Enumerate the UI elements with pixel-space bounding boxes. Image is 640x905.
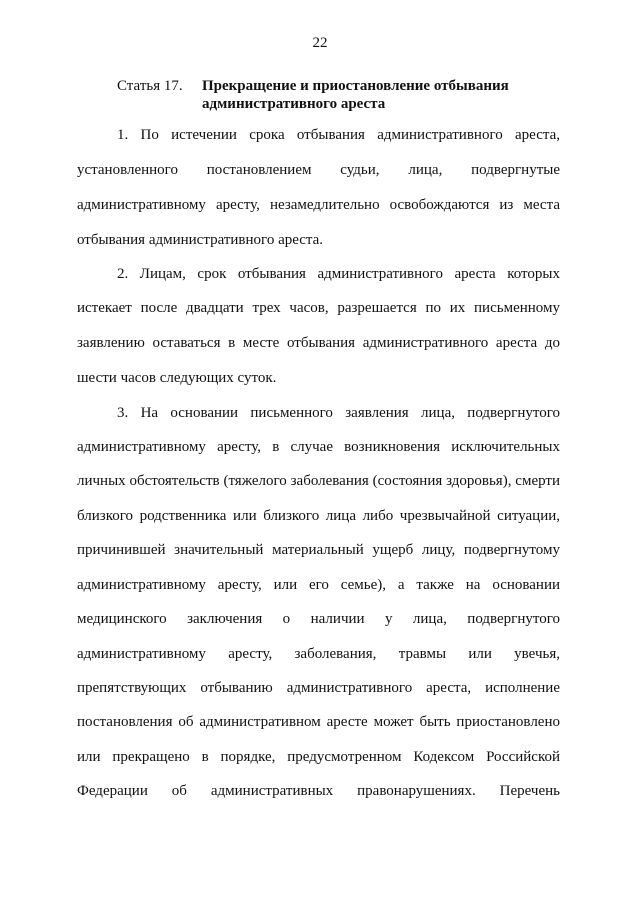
paragraph-1-line-2: установленного постановлением судьи, лица, подвергнутые xyxy=(77,162,560,178)
paragraph-1-line-1: 1. По истечении срока отбывания административного ареста, xyxy=(117,127,560,143)
paragraph-2-line-4: шести часов следующих суток. xyxy=(77,370,277,386)
paragraph-3-line-5: причинившей значительный материальный ущерб лицу, подвергнутому xyxy=(77,542,560,558)
paragraph-3-line-1: 3. На основании письменного заявления лица, подвергнутого xyxy=(117,405,560,421)
paragraph-3-line-8: административному аресту, заболевания, травмы или увечья, xyxy=(77,646,560,662)
paragraph-3-line-9: препятствующих отбыванию административного ареста, исполнение xyxy=(77,680,560,696)
paragraph-3-line-10: постановления об административном аресте может быть приостановлено xyxy=(77,714,560,730)
article-label: Статья 17. xyxy=(117,78,183,94)
paragraph-3-line-12: Федерации об административных правонарушениях. Перечень xyxy=(77,783,560,799)
paragraph-2-line-3: заявлению оставаться в месте отбывания административного ареста до xyxy=(77,335,560,351)
paragraph-3-line-3: личных обстоятельств (тяжелого заболевания (состояния здоровья), смерти xyxy=(77,473,560,489)
article-title: Прекращение и приостановление отбывания административного ареста xyxy=(202,78,509,112)
paragraph-3-line-7: медицинского заключения о наличии у лица, подвергнутого xyxy=(77,611,560,627)
page-number: 22 xyxy=(312,35,328,51)
paragraph-3-line-6: административному аресту, или его семье), а также на основании xyxy=(77,577,560,593)
paragraph-1-line-4: отбывания административного ареста. xyxy=(77,232,324,248)
paragraph-3-line-11: или прекращено в порядке, предусмотренном Кодексом Российской xyxy=(77,749,560,765)
paragraph-3-line-4: близкого родственника или близкого лица либо чрезвычайной ситуации, xyxy=(77,508,560,524)
paragraph-2-line-1: 2. Лицам, срок отбывания административного ареста которых xyxy=(117,266,560,282)
paragraph-2-line-2: истекает после двадцати трех часов, разрешается по их письменному xyxy=(77,300,560,316)
paragraph-3-line-2: административному аресту, в случае возникновения исключительных xyxy=(77,439,560,455)
paragraph-1-line-3: административному аресту, незамедлительно освобождаются из места xyxy=(77,197,560,213)
